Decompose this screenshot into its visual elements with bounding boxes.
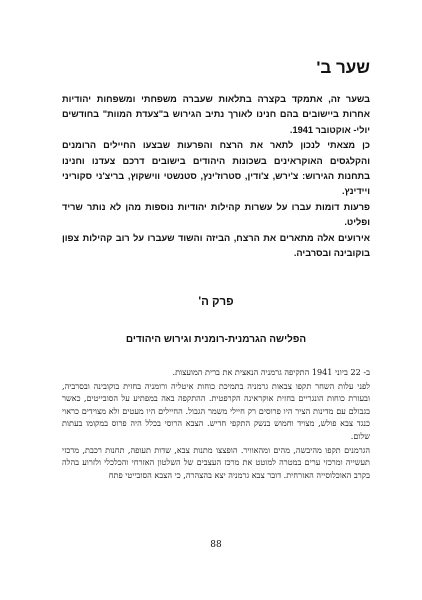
intro-paragraph: אירועים אלה מתארים את הרצח, הביזה והשוד שעברו על רוב קהילות צפון בוקובינה ובסרביה. [62,232,370,259]
chapter-title: פרק ה' [198,296,234,308]
intro-paragraph: בשער זה, אתמקד בקצרה בתלאות שעברה משפחתי ומשפחות יהודיות אחרות ביישובים בהם חנינו לאורך נתיב הגירוש ב"צעדת המוות" בחודשים יולי- אוקטובר 1941. [62,94,370,135]
document-page [62,0,370,600]
body-paragraph: הגרמנים תקפו מהיבשה, מהים ומהאוויר. הופצצו מתנות צבא, שדות תעופה, תחנות רכבת, מרכזי תעשייה ומרכזי ערים במטרה למוטט את מרכז העצבים של השלטון האזרחי והכלכלי ולזרוע בהלה בקרב האוכלוסייה האזרחית. דובר צבא גרמניה יצא בהצהרה, כי הצבא הסובייטי פתח [62,444,370,480]
page-number: 88 [210,540,222,550]
body-paragraph: לפני עלות השחר תקפו צבאות גרמניה בתמיכת כוחות איטליה ורומניה בחזית בוקובינה ובסרביה, ובעזרת כוחות הונגריים בחזית אוקראינה הקרפטית. ההתקפה באה במפתיע על הסובייטים, כאשר בגבולם עם מדינות הציר היו פרוסים רק חיילי משמר הגבול. החיילים היו מעטים ולא מצוידים כראוי כנגד צבא פולש, מצויד וחמוש בנשק התקפי חדיש. הצבא הרוסי בכלל היה פרוס במקומו בעתות שלום. [62,380,370,441]
section-title: שער ב' [316,58,370,77]
intro-block [62,92,370,261]
intro-paragraph: כן מצאתי לנכון לתאר את הרצח והפרעות שבצעו החיילים הרומנים והקלגסים האוקראינים בשכונות היהודים בישובים דרכם צעדנו וחנינו בתחנות הגירוש: צ'ירש, צ'ודין, סטרוז'ינץ, סטנשטי ווישקוץ, בריצ'ני סקוריני ויידינץ. [62,140,370,197]
intro-paragraph: פרעות דומות עברו על עשרות קהילות יהודיות נוספות מהן לא נותר שריד ופליט. [62,201,370,228]
chapter-subtitle: הפלישה הגרמנית-רומנית וגירוש היהודים [125,334,307,345]
body-paragraph: ב- 22 ביוני 1941 התקיפה גרמניה הנאצית את ברית המועצות. [172,367,370,377]
body-text [62,366,370,481]
